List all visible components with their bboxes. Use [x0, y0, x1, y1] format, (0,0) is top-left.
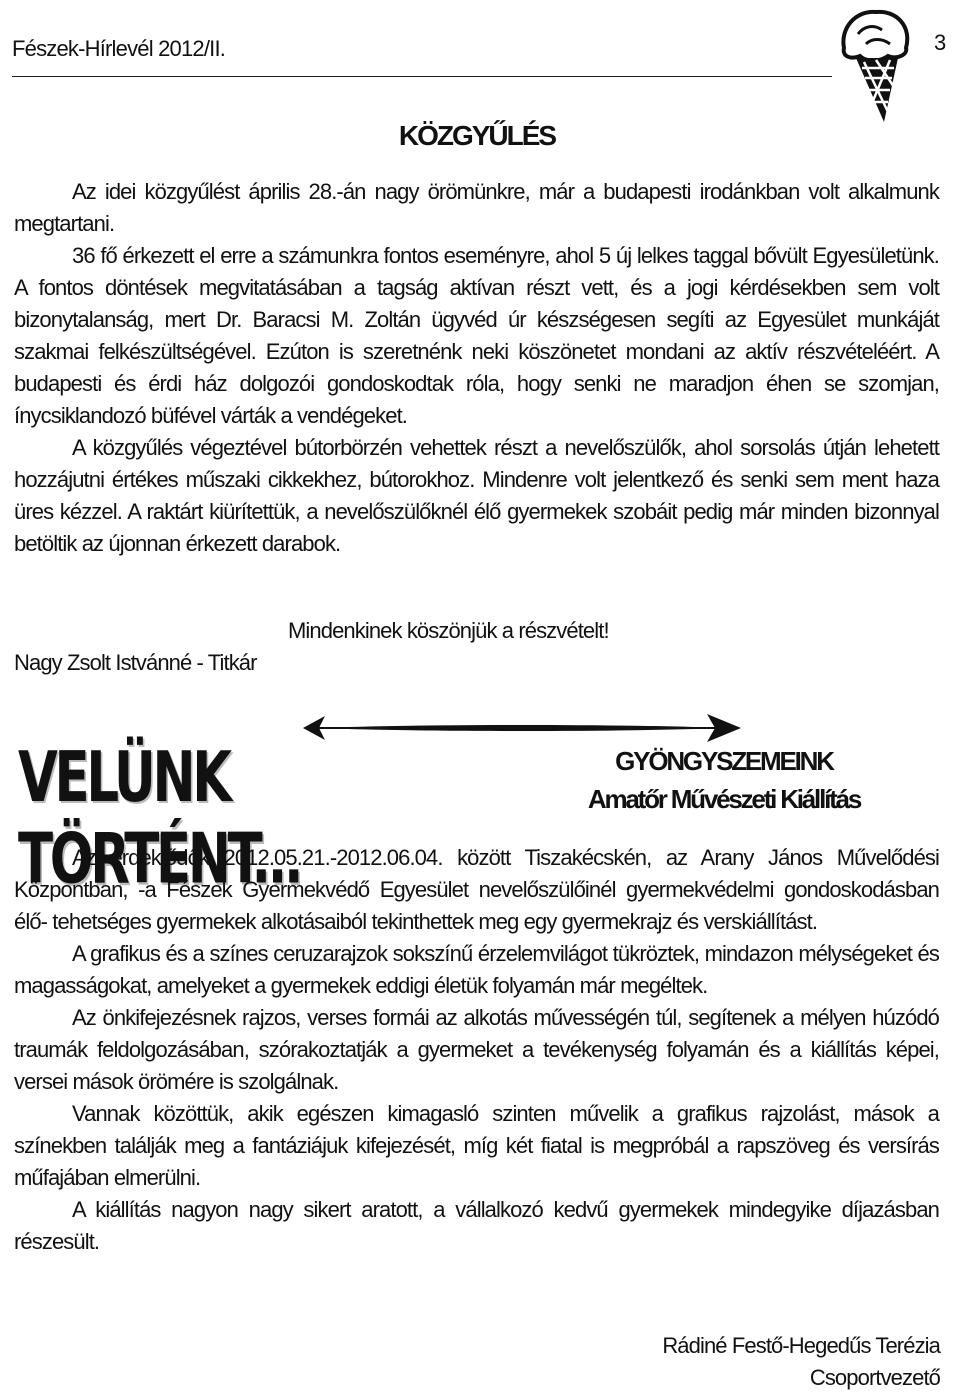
- page-header: [12, 28, 838, 84]
- banner-text: VELÜNK TÖRTÉNT...: [18, 736, 301, 900]
- section-title-gyongyszemeink: [556, 742, 892, 818]
- signature-group-leader: [662, 1330, 940, 1394]
- section-title-line2: Amatőr Művészeti Kiállítás: [587, 784, 861, 814]
- paragraph: Az érdeklődők 2012.05.21.-2012.06.04. között Tiszakécskén, az Arany János Művelődési Központban, -a Fészek Gyermekvédő Egyesület nevelőszülőinél gyermekvédelmi gondoskodásban élő- tehetséges gyermekek alkotásaiból tekinthettek meg egy gyermekrajz és verskiállítást.: [14, 845, 939, 934]
- ice-cream-cone-logo-icon: [836, 4, 914, 124]
- paragraph: Az önkifejezésnek rajzos, verses formái az alkotás művességén túl, segítenek a mélyen húzódó traumák feldolgozásában, szórakoztatják a gyermeket a tevékenység folyamán és a kiállítás képei, versei mások örömére is szolgálnak.: [14, 1005, 939, 1094]
- paragraph: A közgyűlés végeztével bútorbörzén vehettek részt a nevelőszülők, ahol sorsolás útján lehetett hozzájutni értékes műszaki cikkekhez, bútorokhoz. Mindenre volt jelentkező és senki sem ment haza üres kézzel. A raktárt kiürítettük, a nevelőszülőknél élő gyermekek szobáit pedig már minden bizonnyal betöltik az újonnan érkezett darabok.: [14, 435, 939, 556]
- signature-secretary: Nagy Zsolt Istvánné - Titkár: [14, 650, 257, 675]
- velunk-tortent-banner: [18, 736, 418, 900]
- thanks-line: Mindenkinek köszönjük a részvételt!: [288, 618, 609, 643]
- paragraph: A grafikus és a színes ceruzarajzok sokszínű érzelemvilágot tükröztek, mindazon mélységeket és magasságokat, amelyeket a gyermekek eddigi életük folyamán már megéltek.: [14, 941, 939, 998]
- section2-body: [14, 842, 939, 1258]
- section-title-kozgyules: KÖZGYŰLÉS: [398, 120, 556, 151]
- paragraph: 36 fő érkezett el erre a számunkra fontos eseményre, ahol 5 új lelkes taggal bővült Egyesületünk. A fontos döntések megvitatásában a tagság aktívan részt vett, és a jogi kérdésekben sem volt bizonytalanság, mert Dr. Baracsi M. Zoltán ügyvéd úr készségesen segíti az Egyesület munkáját szakmai felkészültségével. Ezúton is szeretnénk neki köszönetet mondani az aktív részvételéért. A budapesti és érdi ház dolgozói gondoskodtak róla, hogy senki ne maradjon éhen se szomjan, ínycsiklandozó büfével várták a vendégeket.: [14, 243, 939, 428]
- section-title-line1: GYÖNGYSZEMEINK: [615, 746, 833, 776]
- header-rule: [12, 76, 832, 77]
- signature-role: Csoportvezető: [809, 1365, 940, 1390]
- paragraph: Vannak közöttük, akik egészen kimagasló szinten művelik a grafikus rajzolást, mások a színekben találják meg a fantáziájuk kifejezését, míg két fiatal is megpróbál a rapszöveg és versírás műfajában elmerülni.: [14, 1101, 939, 1190]
- section1-body: [14, 176, 939, 560]
- paragraph: A kiállítás nagyon nagy sikert aratott, a vállalkozó kedvű gyermekek mindegyike díjazásban részesült.: [14, 1197, 939, 1254]
- signature-name: Rádiné Festő-Hegedűs Terézia: [662, 1333, 940, 1358]
- paragraph: Az idei közgyűlést április 28.-án nagy örömünkre, már a budapesti irodánkban volt alkalmunk megtartani.: [14, 179, 939, 236]
- page-number: 3: [934, 30, 947, 55]
- newsletter-title: Fészek-Hírlevél 2012/II.: [12, 36, 226, 61]
